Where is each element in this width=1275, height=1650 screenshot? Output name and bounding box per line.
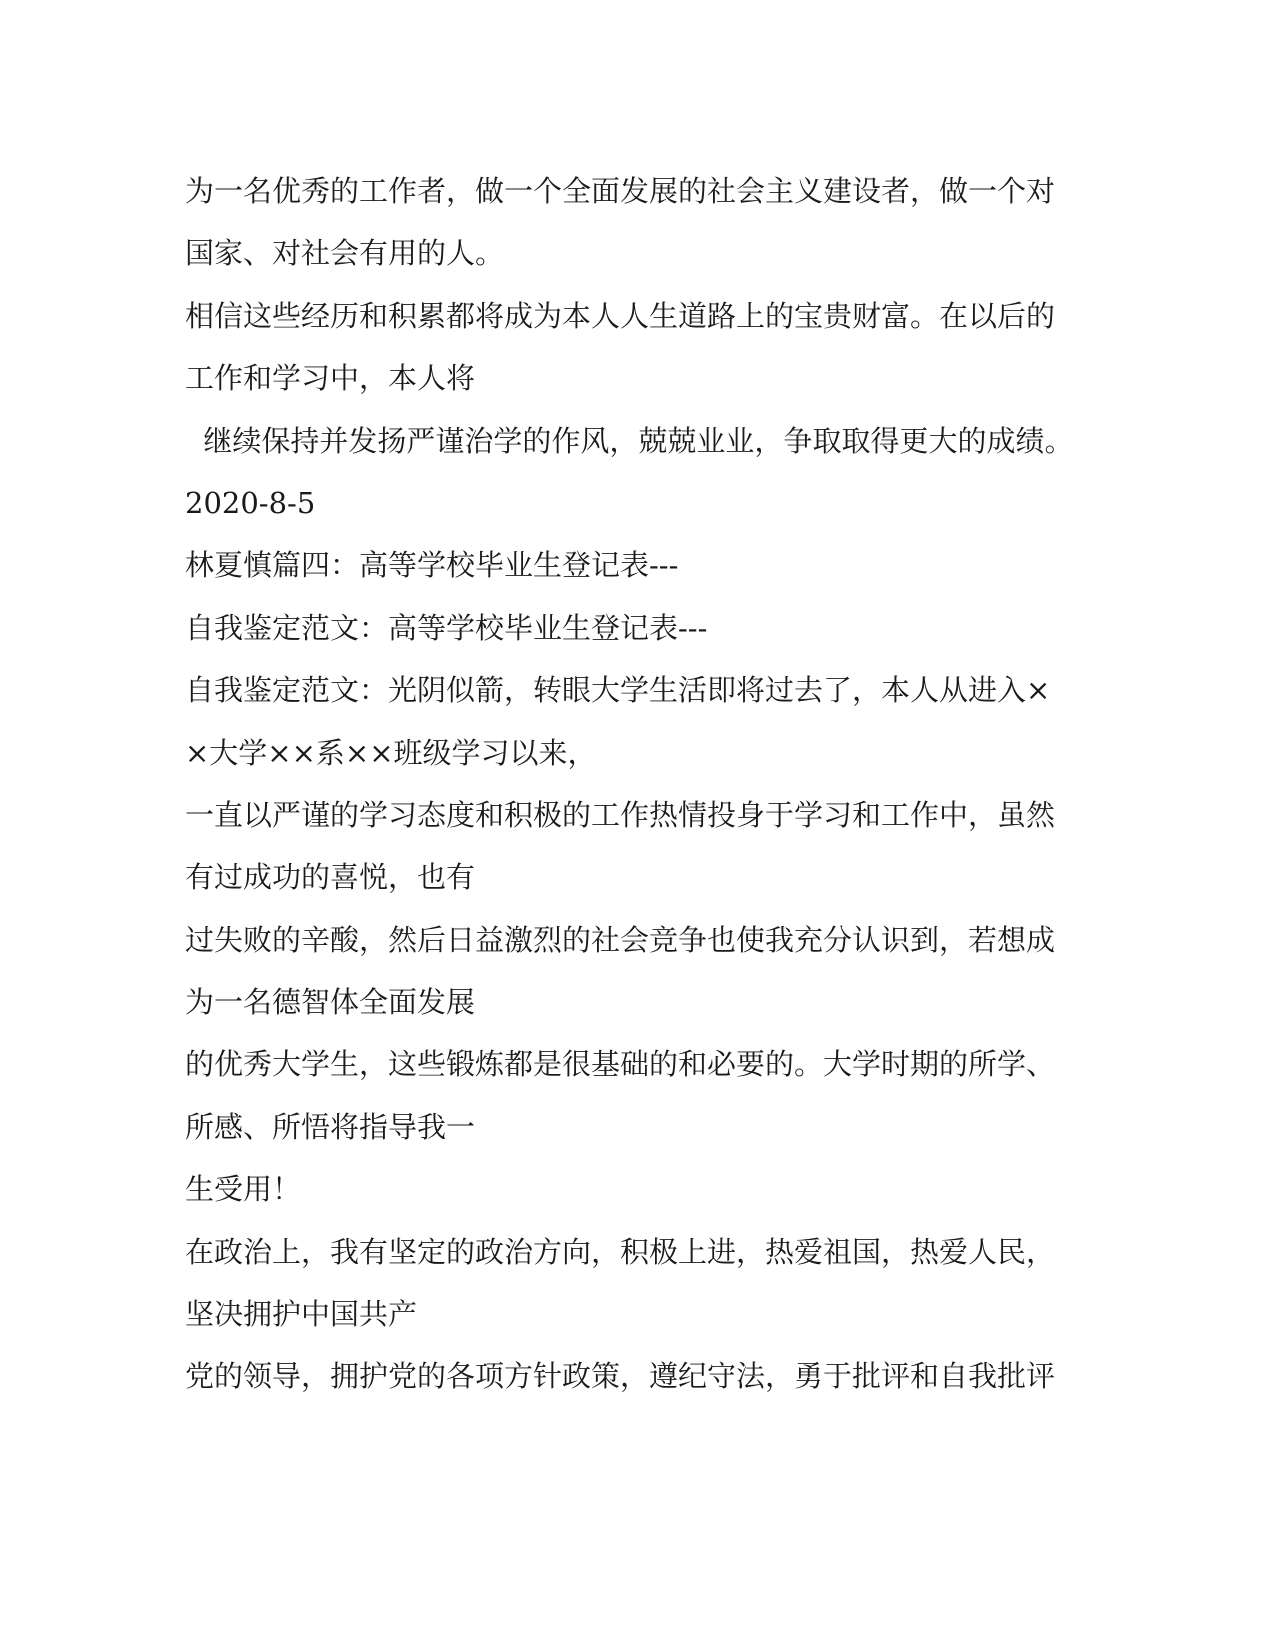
text-line: 国家、对社会有用的人。 — [185, 236, 505, 271]
text-line: 一直以严谨的学习态度和积极的工作热情投身于学习和工作中，虽然 — [185, 797, 1056, 832]
text-line: 为一名优秀的工作者，做一个全面发展的社会主义建设者，做一个对 — [185, 174, 1056, 208]
section-heading: 林夏慎篇四：高等学校毕业生登记表--- — [185, 548, 679, 583]
text-line: 在政治上，我有坚定的政治方向，积极上进，热爱祖国，热爱人民， — [185, 1234, 1056, 1269]
text-line: 所感、所悟将指导我一 — [185, 1109, 476, 1144]
text-line: 党的领导，拥护党的各项方针政策，遵纪守法，勇于批评和自我批评 — [185, 1359, 1056, 1394]
text-line: 自我鉴定范文：高等学校毕业生登记表--- — [185, 610, 708, 645]
text-line: 的优秀大学生，这些锻炼都是很基础的和必要的。大学时期的所学、 — [185, 1047, 1056, 1082]
date-line: 2020-8-5 — [185, 485, 316, 520]
text-line: 坚决拥护中国共产 — [185, 1297, 418, 1332]
text-line: 过失败的辛酸，然后日益激烈的社会竞争也使我充分认识到，若想成 — [185, 922, 1056, 957]
text-line: 自我鉴定范文：光阴似箭，转眼大学生活即将过去了，本人从进入× — [185, 673, 1051, 708]
text-line: 继续保持并发扬严谨治学的作风，兢兢业业，争取取得更大的成绩。 — [185, 423, 1074, 458]
text-line: 为一名德智体全面发展 — [185, 985, 476, 1020]
text-line: ×大学××系××班级学习以来， — [185, 735, 597, 770]
text-line: 生受用！ — [185, 1172, 302, 1207]
document-body — [185, 160, 1074, 1408]
text-line: 工作和学习中，本人将 — [185, 361, 476, 396]
text-line: 有过成功的喜悦，也有 — [185, 860, 476, 895]
text-line: 相信这些经历和积累都将成为本人人生道路上的宝贵财富。在以后的 — [185, 298, 1056, 333]
